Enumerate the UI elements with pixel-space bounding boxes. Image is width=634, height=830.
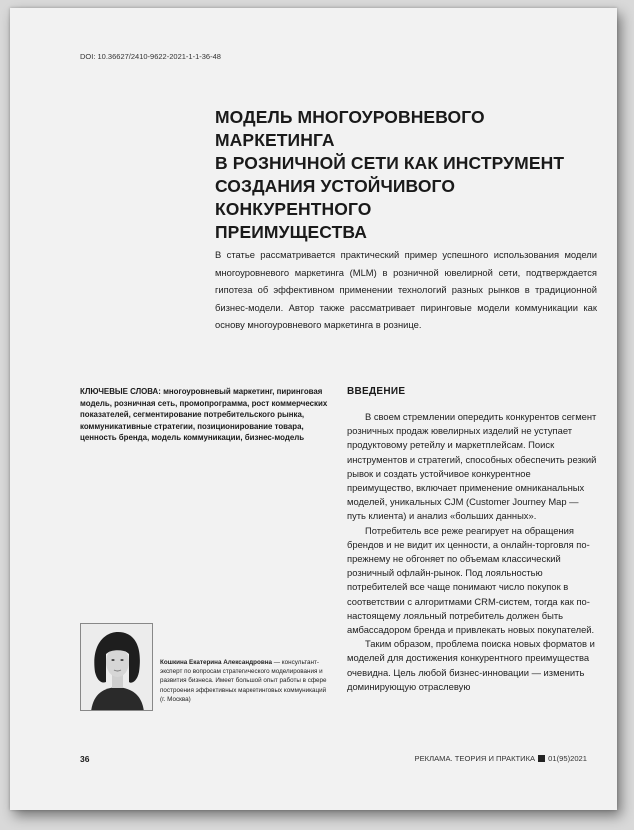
page-number: 36 bbox=[80, 754, 90, 764]
journal-issue: 01(95)2021 bbox=[548, 754, 587, 763]
author-info bbox=[160, 658, 332, 704]
author-portrait-icon bbox=[81, 624, 153, 711]
title-line: МОДЕЛЬ МНОГОУРОВНЕВОГО МАРКЕТИНГА bbox=[215, 107, 485, 150]
article-page bbox=[10, 8, 617, 810]
title-line: СОЗДАНИЯ УСТОЙЧИВОГО КОНКУРЕНТНОГО bbox=[215, 176, 456, 219]
title-line: В РОЗНИЧНОЙ СЕТИ КАК ИНСТРУМЕНТ bbox=[215, 153, 565, 173]
keywords-label: КЛЮЧЕВЫЕ СЛОВА: bbox=[80, 387, 161, 396]
intro-body bbox=[347, 410, 599, 694]
journal-name: РЕКЛАМА. ТЕОРИЯ И ПРАКТИКА bbox=[414, 754, 536, 763]
author-bio: — консультант-эксперт по вопросам стратегического моделирования и развития бизнеса. Имеет большой опыт работы в сфере построения эффективных маркетинговых коммуникаций (г. Москва) bbox=[160, 659, 327, 703]
intro-paragraph: Таким образом, проблема поиска новых форматов и моделей для достижения конкурентного преимущества очевидна. Цель любой бизнес-инновации — изменить доминирующую отраслевую bbox=[347, 638, 595, 692]
article-title bbox=[215, 106, 595, 244]
author-photo bbox=[80, 623, 153, 711]
author-name: Кошкина Екатерина Александровна bbox=[160, 659, 273, 666]
intro-paragraph: В своем стремлении опередить конкурентов сегмент розничных продаж ювелирных изделий не уступает продуктовому ретейлу и маркетплейсам. Поиск инструментов и стратегий, способных обеспечить резкий рывок и создать устойчивое конкурентное преимущество, включает применение омниканальных моделей, уникальных CJM (Customer Journey Map — путь клиента) и анализ «больших данных». bbox=[347, 411, 597, 522]
intro-paragraph: Потребитель все реже реагирует на обращения брендов и не видит их ценности, а онлайн-торговля по-прежнему не обгоняет по объемам классический розничный офлайн-рынок. Под лояльностью потребителей все чаще понимают число покупок в соответствии с алгоритмами CRM-систем, тогда как по-настоящему лояльный потребитель должен быть амбассадором бренда и привлекать новых покупателей. bbox=[347, 524, 595, 636]
abstract: В статье рассматривается практический пример успешного использования модели многоуровневого маркетинга (MLM) в розничной ювелирной сети, подтверждается гипотеза об эффективном применении технологий разных рынков в традиционной бизнес-модели. Автор также рассматривает пиринговые модели коммуникации как основу многоуровневого маркетинга в рознице. bbox=[215, 249, 597, 331]
square-icon bbox=[538, 755, 545, 762]
section-heading-intro: ВВЕДЕНИЕ bbox=[347, 386, 406, 397]
doi-label: DOI: 10.36627/2410-9622-2021-1-1-36-48 bbox=[80, 52, 221, 61]
journal-footer bbox=[415, 754, 587, 763]
keywords-text: многоуровневый маркетинг, пиринговая модель, розничная сеть, промопрограмма, рост коммерческих показателей, сегментирование потребительского рынка, коммуникативные стратегии, позиционирование товара, ценность бренда, модель коммуникации, бизнес-модель bbox=[80, 387, 328, 443]
keywords-block bbox=[80, 386, 335, 444]
title-line: ПРЕИМУЩЕСТВА bbox=[215, 222, 367, 242]
